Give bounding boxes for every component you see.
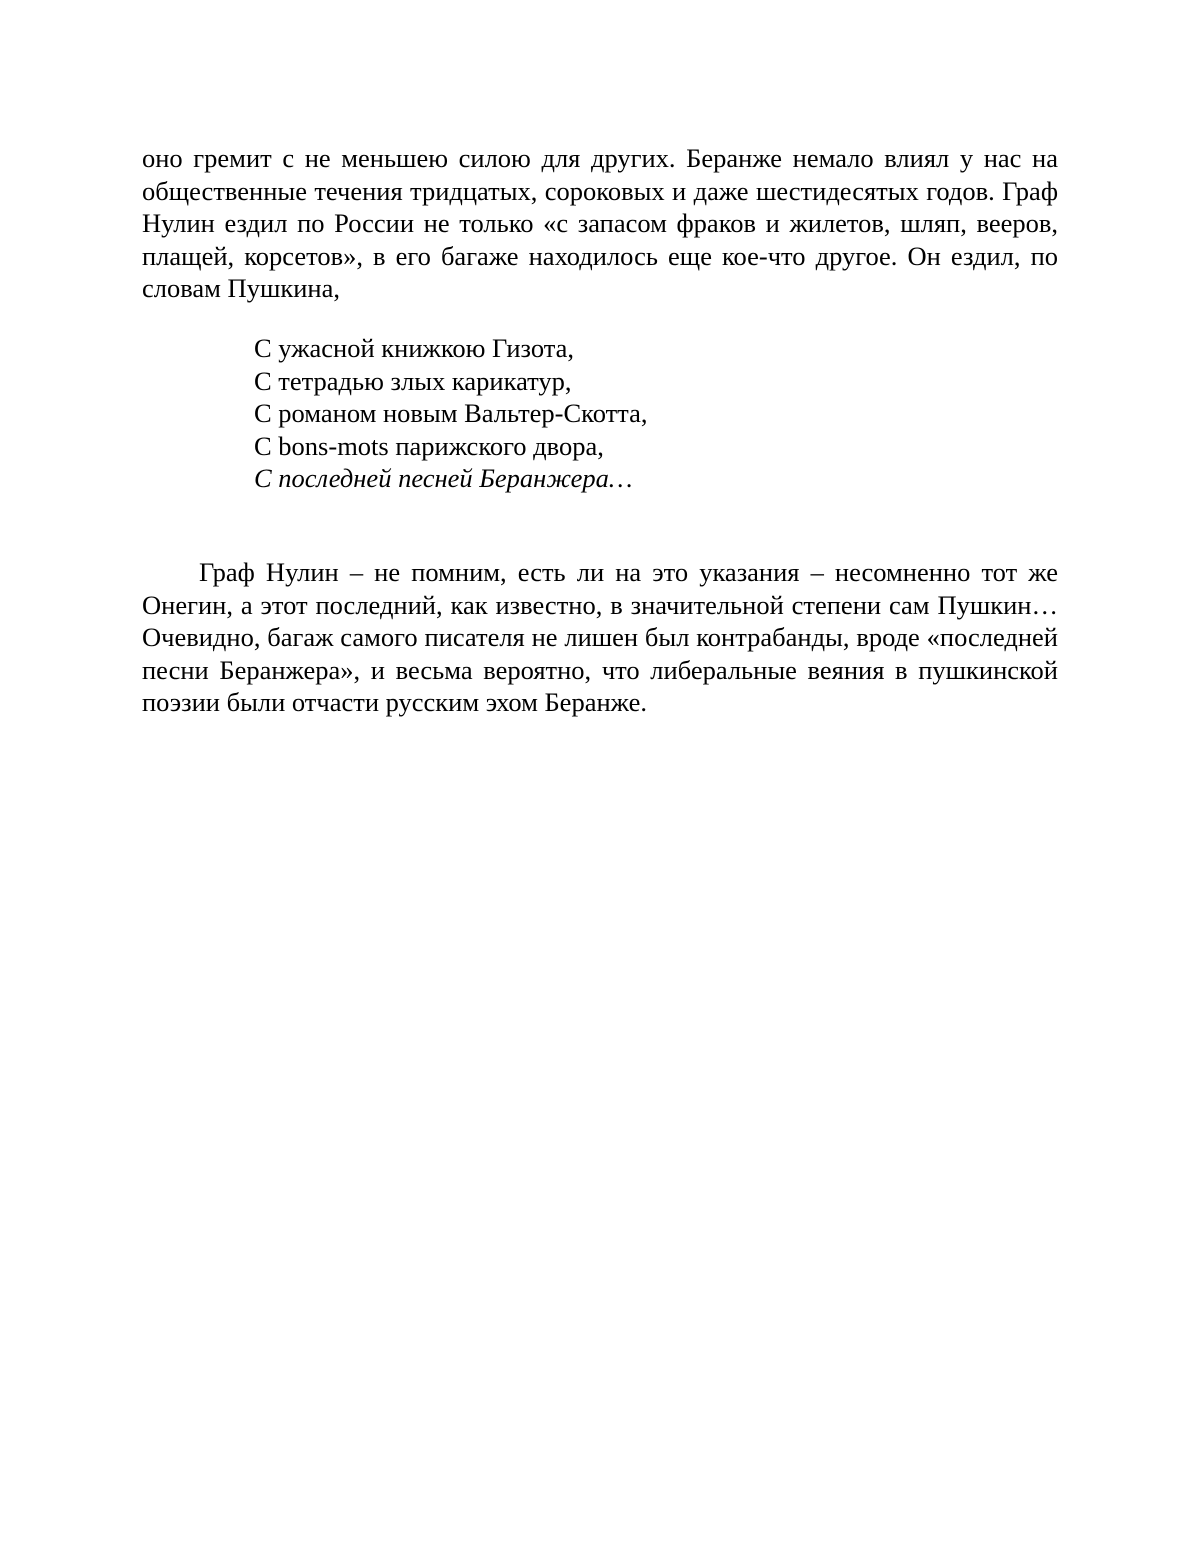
verse-quote xyxy=(254,332,647,495)
paragraph-conclusion: Граф Нулин – не помним, есть ли на это указания – несомненно тот же Онегин, а этот последний, как известно, в значительной степени сам Пушкин… Очевидно, багаж самого писателя не лишен был контрабанды, вроде «последней песни Беранжера», и весьма вероятно, что либеральные веяния в пушкинской поэзии были отчасти русским эхом Беранже. xyxy=(142,557,1058,717)
verse-line: С bons-mots парижского двора, xyxy=(254,430,604,461)
verse-line: С ужасной книжкою Гизота, xyxy=(254,333,575,363)
verse-line-italic: С последней песней Беранжера… xyxy=(254,463,633,493)
verse-line: С тетрадью злых карикатур, xyxy=(254,365,572,396)
paragraph-intro: оно гремит с не меньшею силою для других. Беранже немало влиял у нас на общественные течения тридцатых, сороковых и даже шестидесятых годов. Граф Нулин ездил по России не только «с запасом фраков и жилетов, шляп, вееров, плащей, корсетов», в его багаже находилось еще кое-что другое. Он ездил, по словам Пушкина, xyxy=(142,143,1058,303)
verse-line: С романом новым Вальтер-Скотта, xyxy=(254,398,648,428)
